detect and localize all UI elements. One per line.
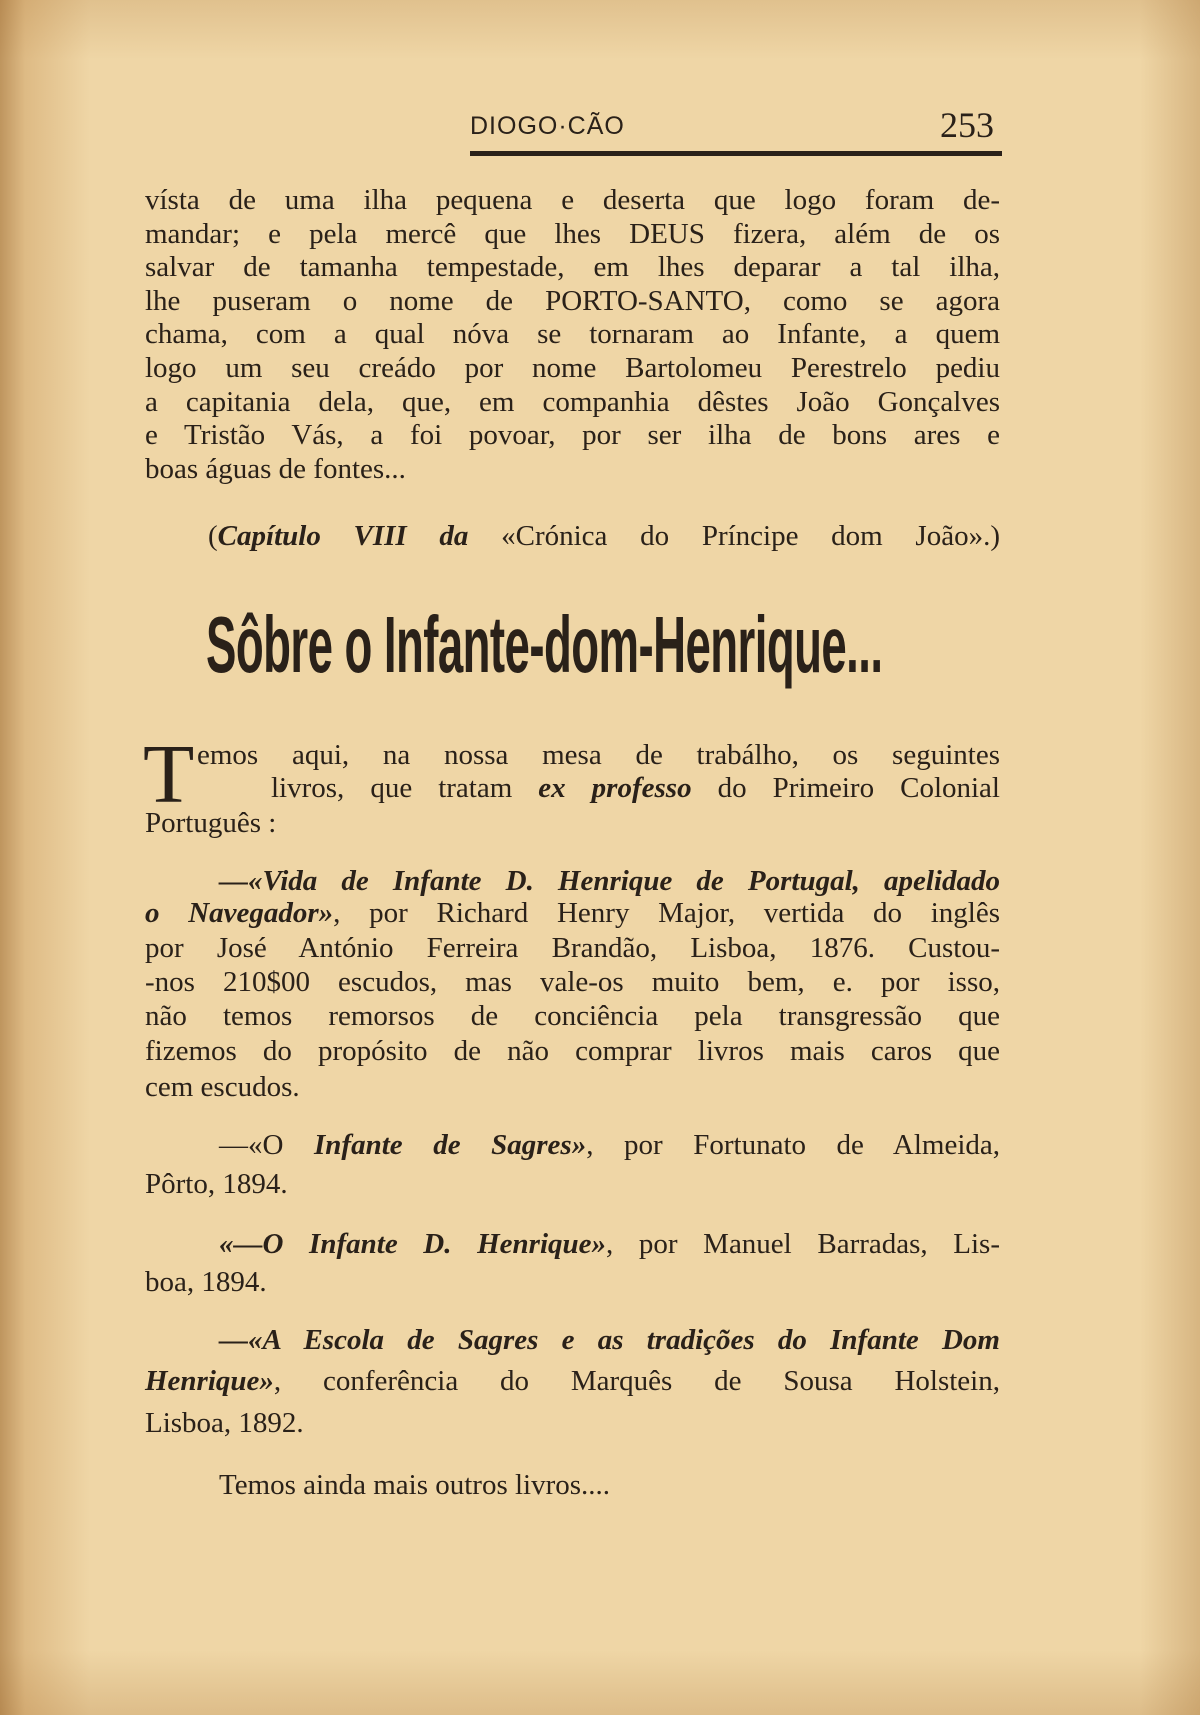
text-line: não temos remorsos de conciência pela transgressão que (145, 1000, 1000, 1032)
text-line (271, 771, 1000, 805)
text-line: Pôrto, 1894. (145, 1168, 288, 1200)
citation-rest: «Crónica do Príncipe dom João».) (468, 520, 1000, 552)
text-line (219, 1227, 1000, 1261)
text-line: salvar de tamanha tempestade, em lhes deparar a tal ilha, (145, 251, 1000, 283)
text-segment: —«O (219, 1129, 315, 1161)
italic-segment: Henrique» (145, 1365, 274, 1397)
text-line: boa, 1894. (145, 1266, 267, 1298)
text-line: vísta de uma ilha pequena e deserta que logo foram de- (145, 184, 1000, 216)
text-line: cem escudos. (145, 1071, 300, 1103)
citation (208, 519, 1000, 553)
text-line (145, 1364, 1000, 1398)
text-line: a capitania dela, que, em companhia dêstes João Gonçalves (145, 386, 1000, 418)
text-segment: do Primeiro Colonial (691, 772, 1000, 804)
header-rule (470, 151, 1002, 156)
text-segment: , por Fortunato de Almeida, (586, 1129, 1000, 1161)
italic-segment: «—O Infante D. Henrique» (219, 1228, 607, 1260)
text-segment: , conferência do Marquês de Sousa Holstein, (273, 1365, 1000, 1397)
italic-segment: Infante de Sagres» (314, 1129, 587, 1161)
citation-open: ( (208, 520, 218, 552)
italic-segment: o Navegador» (145, 897, 334, 929)
text-line (219, 1128, 1000, 1162)
text-line: —«A Escola de Sagres e as tradições do Infante Dom (219, 1324, 1000, 1356)
text-line: Português : (145, 807, 277, 839)
text-segment: livros, que tratam (271, 772, 539, 804)
page-number: 253 (940, 105, 994, 145)
text-line: chama, com a qual nóva se tornaram ao Infante, a quem (145, 318, 1000, 350)
section-heading: Sôbre o Infante-dom-Henrique... (206, 600, 883, 689)
text-segment: , por Manuel Barradas, Lis- (606, 1228, 1000, 1260)
text-line: lhe puseram o nome de PORTO-SANTO, como se agora (145, 285, 1000, 317)
text-line: fizemos do propósito de não comprar livros mais caros que (145, 1035, 1000, 1067)
text-line: e Tristão Vás, a foi povoar, por ser ilha de bons ares e (145, 419, 1000, 451)
text-line: Lisboa, 1892. (145, 1407, 304, 1439)
italic-segment: ex professo (538, 772, 692, 804)
closing-line: Temos ainda mais outros livros.... (219, 1469, 611, 1501)
text-line: por José António Ferreira Brandão, Lisboa, 1876. Custou- (145, 932, 1000, 964)
text-line: logo um seu creádo por nome Bartolomeu Perestrelo pediu (145, 352, 1000, 384)
drop-cap: T (143, 728, 195, 821)
citation-italic: Capítulo VIII da (217, 520, 469, 552)
text-line: mandar; e pela mercê que lhes DEUS fizera, além de os (145, 218, 1000, 250)
text-line: -nos 210$00 escudos, mas vale-os muito bem, e. por isso, (145, 966, 1000, 998)
text-line: emos aqui, na nossa mesa de trabálho, os seguintes (197, 739, 1000, 771)
text-line: —«Vida de Infante D. Henrique de Portugal, apelidado (219, 865, 1000, 897)
text-line: boas águas de fontes... (145, 453, 406, 485)
text-line (145, 896, 1000, 930)
running-title: DIOGO·CÃO (470, 112, 625, 140)
text-segment: , por Richard Henry Major, vertida do inglês (333, 897, 1000, 929)
